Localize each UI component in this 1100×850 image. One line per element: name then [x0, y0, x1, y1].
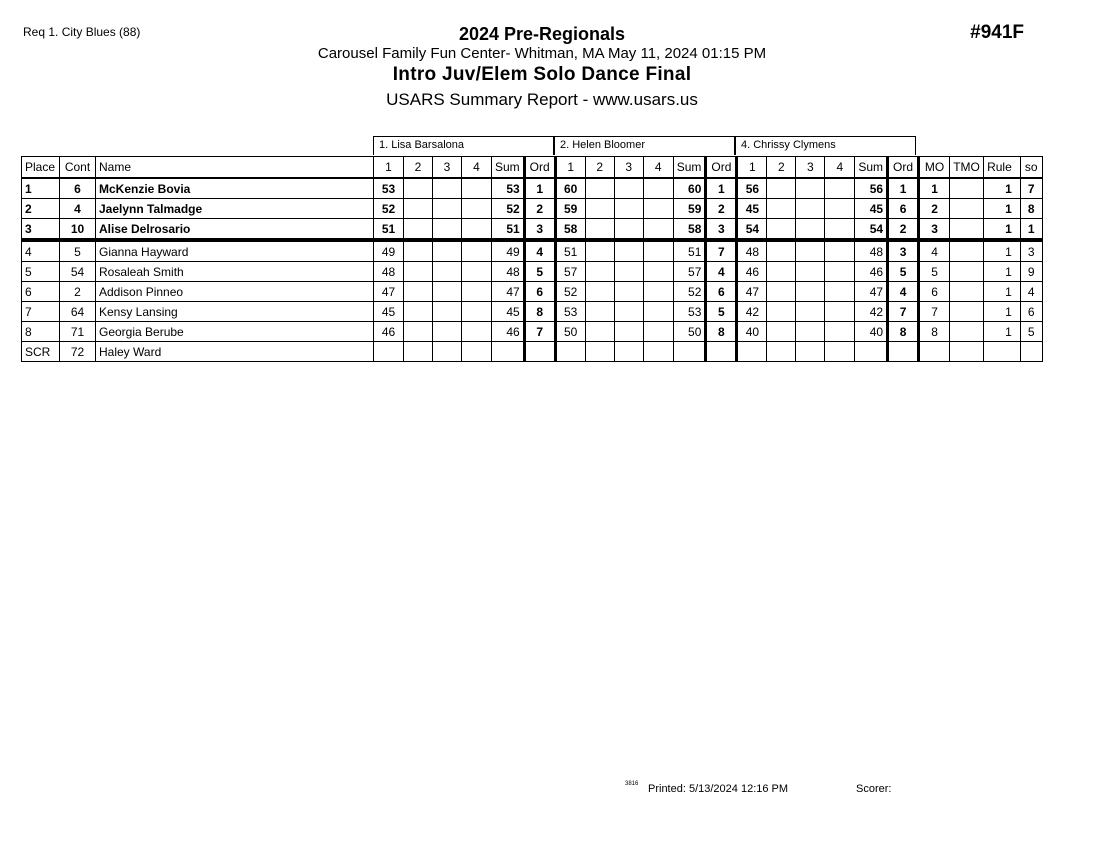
- cell-empty: [614, 178, 643, 199]
- competition-title: 2024 Pre-Regionals: [458, 24, 626, 44]
- cell-place: 3: [22, 219, 60, 241]
- cell-empty: [585, 282, 614, 302]
- footer-code: 3816: [625, 781, 639, 787]
- cell-j1: 48: [374, 262, 404, 282]
- cell-tmo: [950, 199, 984, 219]
- cell-empty: [767, 240, 796, 262]
- cell-empty: [585, 199, 614, 219]
- cell-j1: 52: [374, 199, 404, 219]
- cell-empty: [585, 240, 614, 262]
- cell-empty: [585, 322, 614, 342]
- cell-j1: [374, 342, 404, 362]
- printed-timestamp: Printed: 5/13/2024 12:16 PM: [648, 783, 789, 795]
- cell-s3: 54: [855, 219, 888, 241]
- cell-s3: 46: [855, 262, 888, 282]
- cell-empty: [433, 240, 462, 262]
- cell-place: 1: [22, 178, 60, 199]
- cell-s3: 48: [855, 240, 888, 262]
- cell-j2: 59: [555, 199, 585, 219]
- table-row: [22, 178, 1043, 199]
- cell-empty: [767, 262, 796, 282]
- cell-empty: [585, 342, 614, 362]
- cell-empty: [643, 240, 673, 262]
- cell-empty: [796, 178, 825, 199]
- cell-s2: [673, 342, 706, 362]
- column-header: 1: [374, 157, 404, 179]
- cell-rule: 1: [984, 322, 1021, 342]
- cell-j2: 58: [555, 219, 585, 241]
- cell-empty: [462, 240, 492, 262]
- cell-empty: [825, 262, 855, 282]
- cell-empty: [433, 302, 462, 322]
- cell-s1: 47: [492, 282, 525, 302]
- cell-o3: 5: [888, 262, 919, 282]
- column-header: Place: [22, 157, 60, 179]
- column-header: 4: [643, 157, 673, 179]
- cell-cont: 4: [60, 199, 96, 219]
- table-row: [22, 302, 1043, 322]
- cell-empty: [404, 240, 433, 262]
- cell-s1: 49: [492, 240, 525, 262]
- column-header: 4: [825, 157, 855, 179]
- column-header: Sum: [492, 157, 525, 179]
- judge-3-name: 4. Chrissy Clymens: [735, 136, 916, 155]
- cell-o3: 6: [888, 199, 919, 219]
- cell-so: 1: [1020, 219, 1042, 241]
- cell-empty: [825, 322, 855, 342]
- cell-name: Jaelynn Talmadge: [96, 199, 374, 219]
- column-header: TMO: [950, 157, 984, 179]
- cell-empty: [614, 342, 643, 362]
- cell-empty: [643, 199, 673, 219]
- cell-o1: 2: [524, 199, 555, 219]
- cell-empty: [614, 199, 643, 219]
- cell-s3: 56: [855, 178, 888, 199]
- cell-empty: [462, 178, 492, 199]
- cell-j1: 53: [374, 178, 404, 199]
- cell-empty: [433, 219, 462, 241]
- cell-empty: [614, 282, 643, 302]
- cell-empty: [643, 282, 673, 302]
- cell-o1: 1: [524, 178, 555, 199]
- cell-place: SCR: [22, 342, 60, 362]
- cell-empty: [767, 178, 796, 199]
- cell-empty: [767, 219, 796, 241]
- cell-so: 5: [1020, 322, 1042, 342]
- cell-cont: 72: [60, 342, 96, 362]
- event-number: #941F: [970, 22, 1024, 43]
- cell-s3: 40: [855, 322, 888, 342]
- cell-o3: [888, 342, 919, 362]
- table-row: [22, 219, 1043, 241]
- cell-s2: 50: [673, 322, 706, 342]
- cell-s1: 53: [492, 178, 525, 199]
- request-label: Req 1. City Blues (88): [23, 25, 141, 39]
- event-name: Intro Juv/Elem Solo Dance Final: [392, 64, 692, 85]
- cell-j2: 51: [555, 240, 585, 262]
- cell-j2: 60: [555, 178, 585, 199]
- cell-s2: 58: [673, 219, 706, 241]
- cell-s3: 45: [855, 199, 888, 219]
- cell-empty: [404, 342, 433, 362]
- cell-empty: [796, 240, 825, 262]
- column-header: Ord: [888, 157, 919, 179]
- cell-empty: [767, 199, 796, 219]
- cell-empty: [614, 240, 643, 262]
- cell-so: [1020, 342, 1042, 362]
- cell-j2: 50: [555, 322, 585, 342]
- cell-s2: 52: [673, 282, 706, 302]
- cell-empty: [825, 302, 855, 322]
- cell-s2: 57: [673, 262, 706, 282]
- cell-empty: [643, 219, 673, 241]
- cell-so: 8: [1020, 199, 1042, 219]
- cell-tmo: [950, 240, 984, 262]
- cell-empty: [585, 302, 614, 322]
- cell-empty: [825, 282, 855, 302]
- cell-place: 7: [22, 302, 60, 322]
- cell-mo: 8: [919, 322, 950, 342]
- cell-empty: [614, 302, 643, 322]
- cell-empty: [825, 240, 855, 262]
- cell-empty: [767, 342, 796, 362]
- cell-o3: 1: [888, 178, 919, 199]
- column-header: Name: [96, 157, 374, 179]
- cell-rule: 1: [984, 178, 1021, 199]
- cell-mo: 4: [919, 240, 950, 262]
- scorer-label: Scorer:: [856, 783, 892, 795]
- cell-j3: 54: [737, 219, 767, 241]
- cell-o3: 4: [888, 282, 919, 302]
- cell-mo: [919, 342, 950, 362]
- report-title: USARS Summary Report - www.usars.us: [386, 90, 698, 109]
- cell-s3: 47: [855, 282, 888, 302]
- cell-j3: 48: [737, 240, 767, 262]
- column-header: 3: [433, 157, 462, 179]
- cell-o1: 3: [524, 219, 555, 241]
- column-header: 1: [737, 157, 767, 179]
- table-row: [22, 282, 1043, 302]
- column-header: Ord: [706, 157, 737, 179]
- cell-j1: 45: [374, 302, 404, 322]
- column-header: 2: [585, 157, 614, 179]
- cell-empty: [825, 219, 855, 241]
- cell-empty: [796, 219, 825, 241]
- cell-name: Alise Delrosario: [96, 219, 374, 241]
- cell-mo: 7: [919, 302, 950, 322]
- cell-s2: 51: [673, 240, 706, 262]
- cell-empty: [404, 219, 433, 241]
- cell-empty: [404, 302, 433, 322]
- cell-empty: [643, 322, 673, 342]
- cell-s1: 51: [492, 219, 525, 241]
- judge-2-name: 2. Helen Bloomer: [554, 136, 735, 155]
- cell-o2: 6: [706, 282, 737, 302]
- cell-j1: 46: [374, 322, 404, 342]
- cell-s2: 59: [673, 199, 706, 219]
- cell-empty: [433, 282, 462, 302]
- cell-mo: 1: [919, 178, 950, 199]
- cell-s3: [855, 342, 888, 362]
- cell-empty: [585, 178, 614, 199]
- cell-so: 7: [1020, 178, 1042, 199]
- cell-so: 6: [1020, 302, 1042, 322]
- cell-empty: [796, 302, 825, 322]
- cell-s2: 53: [673, 302, 706, 322]
- cell-s3: 42: [855, 302, 888, 322]
- cell-empty: [462, 322, 492, 342]
- cell-s1: 48: [492, 262, 525, 282]
- cell-empty: [404, 282, 433, 302]
- cell-empty: [796, 282, 825, 302]
- cell-o2: 8: [706, 322, 737, 342]
- cell-tmo: [950, 262, 984, 282]
- cell-s1: [492, 342, 525, 362]
- cell-empty: [643, 342, 673, 362]
- cell-empty: [767, 282, 796, 302]
- cell-empty: [614, 219, 643, 241]
- column-header: Sum: [855, 157, 888, 179]
- cell-empty: [585, 262, 614, 282]
- cell-j3: 56: [737, 178, 767, 199]
- judge-1-name: 1. Lisa Barsalona: [373, 136, 554, 155]
- cell-so: 9: [1020, 262, 1042, 282]
- cell-tmo: [950, 302, 984, 322]
- cell-o1: 7: [524, 322, 555, 342]
- table-row: [22, 342, 1043, 362]
- cell-o2: 1: [706, 178, 737, 199]
- cell-empty: [825, 199, 855, 219]
- cell-mo: 5: [919, 262, 950, 282]
- cell-s1: 52: [492, 199, 525, 219]
- cell-empty: [585, 219, 614, 241]
- cell-cont: 10: [60, 219, 96, 241]
- cell-cont: 5: [60, 240, 96, 262]
- cell-empty: [433, 178, 462, 199]
- cell-j1: 47: [374, 282, 404, 302]
- cell-j2: 52: [555, 282, 585, 302]
- table-row: [22, 322, 1043, 342]
- cell-o1: 4: [524, 240, 555, 262]
- column-header-row: [22, 157, 1043, 179]
- cell-name: Georgia Berube: [96, 322, 374, 342]
- cell-o3: 7: [888, 302, 919, 322]
- judge-header-strip: [21, 136, 1034, 156]
- cell-mo: 6: [919, 282, 950, 302]
- cell-empty: [796, 199, 825, 219]
- cell-rule: 1: [984, 302, 1021, 322]
- cell-o2: [706, 342, 737, 362]
- cell-tmo: [950, 219, 984, 241]
- cell-empty: [404, 322, 433, 342]
- cell-empty: [404, 199, 433, 219]
- column-header: Ord: [524, 157, 555, 179]
- cell-o1: 6: [524, 282, 555, 302]
- cell-j2: 53: [555, 302, 585, 322]
- cell-j1: 51: [374, 219, 404, 241]
- column-header: so: [1020, 157, 1042, 179]
- cell-empty: [825, 342, 855, 362]
- cell-empty: [462, 262, 492, 282]
- column-header: Rule: [984, 157, 1021, 179]
- cell-empty: [462, 219, 492, 241]
- table-row: [22, 240, 1043, 262]
- cell-empty: [433, 199, 462, 219]
- cell-place: 6: [22, 282, 60, 302]
- location-datetime: Carousel Family Fun Center- Whitman, MA May 11, 2024 01:15 PM: [317, 45, 767, 62]
- cell-empty: [404, 262, 433, 282]
- cell-empty: [643, 262, 673, 282]
- cell-s2: 60: [673, 178, 706, 199]
- cell-o2: 2: [706, 199, 737, 219]
- cell-o2: 3: [706, 219, 737, 241]
- column-header: Cont: [60, 157, 96, 179]
- cell-empty: [433, 322, 462, 342]
- cell-tmo: [950, 342, 984, 362]
- cell-empty: [462, 199, 492, 219]
- column-header: 3: [796, 157, 825, 179]
- cell-empty: [796, 322, 825, 342]
- cell-j3: 42: [737, 302, 767, 322]
- results-table: [21, 156, 1043, 362]
- cell-empty: [433, 262, 462, 282]
- cell-rule: 1: [984, 282, 1021, 302]
- table-row: [22, 199, 1043, 219]
- cell-rule: 1: [984, 262, 1021, 282]
- cell-empty: [643, 302, 673, 322]
- cell-rule: 1: [984, 219, 1021, 241]
- cell-empty: [462, 282, 492, 302]
- cell-rule: 1: [984, 199, 1021, 219]
- cell-empty: [462, 342, 492, 362]
- cell-so: 3: [1020, 240, 1042, 262]
- cell-place: 5: [22, 262, 60, 282]
- cell-o3: 3: [888, 240, 919, 262]
- cell-mo: 2: [919, 199, 950, 219]
- cell-tmo: [950, 282, 984, 302]
- column-header: Sum: [673, 157, 706, 179]
- column-header: MO: [919, 157, 950, 179]
- column-header: 1: [555, 157, 585, 179]
- cell-s1: 46: [492, 322, 525, 342]
- cell-o2: 4: [706, 262, 737, 282]
- cell-j3: 47: [737, 282, 767, 302]
- cell-name: Kensy Lansing: [96, 302, 374, 322]
- cell-cont: 71: [60, 322, 96, 342]
- cell-o1: 5: [524, 262, 555, 282]
- cell-empty: [462, 302, 492, 322]
- cell-j3: 45: [737, 199, 767, 219]
- cell-o1: 8: [524, 302, 555, 322]
- cell-cont: 64: [60, 302, 96, 322]
- cell-name: Addison Pinneo: [96, 282, 374, 302]
- cell-empty: [433, 342, 462, 362]
- table-row: [22, 262, 1043, 282]
- cell-place: 2: [22, 199, 60, 219]
- cell-rule: 1: [984, 240, 1021, 262]
- cell-cont: 6: [60, 178, 96, 199]
- cell-j1: 49: [374, 240, 404, 262]
- cell-empty: [796, 342, 825, 362]
- cell-empty: [614, 262, 643, 282]
- cell-tmo: [950, 322, 984, 342]
- cell-o1: [524, 342, 555, 362]
- cell-mo: 3: [919, 219, 950, 241]
- cell-name: Rosaleah Smith: [96, 262, 374, 282]
- column-header: 2: [767, 157, 796, 179]
- cell-j3: 46: [737, 262, 767, 282]
- cell-empty: [404, 178, 433, 199]
- cell-name: Haley Ward: [96, 342, 374, 362]
- cell-place: 4: [22, 240, 60, 262]
- cell-place: 8: [22, 322, 60, 342]
- cell-empty: [614, 322, 643, 342]
- cell-so: 4: [1020, 282, 1042, 302]
- cell-s1: 45: [492, 302, 525, 322]
- cell-tmo: [950, 178, 984, 199]
- cell-j3: 40: [737, 322, 767, 342]
- cell-name: Gianna Hayward: [96, 240, 374, 262]
- cell-empty: [643, 178, 673, 199]
- column-header: 4: [462, 157, 492, 179]
- cell-cont: 54: [60, 262, 96, 282]
- cell-o2: 5: [706, 302, 737, 322]
- column-header: 3: [614, 157, 643, 179]
- cell-empty: [767, 322, 796, 342]
- cell-cont: 2: [60, 282, 96, 302]
- cell-rule: [984, 342, 1021, 362]
- column-header: 2: [404, 157, 433, 179]
- cell-empty: [796, 262, 825, 282]
- cell-o3: 8: [888, 322, 919, 342]
- cell-j2: 57: [555, 262, 585, 282]
- cell-empty: [767, 302, 796, 322]
- cell-j3: [737, 342, 767, 362]
- cell-empty: [825, 178, 855, 199]
- cell-o2: 7: [706, 240, 737, 262]
- cell-o3: 2: [888, 219, 919, 241]
- cell-name: McKenzie Bovia: [96, 178, 374, 199]
- cell-j2: [555, 342, 585, 362]
